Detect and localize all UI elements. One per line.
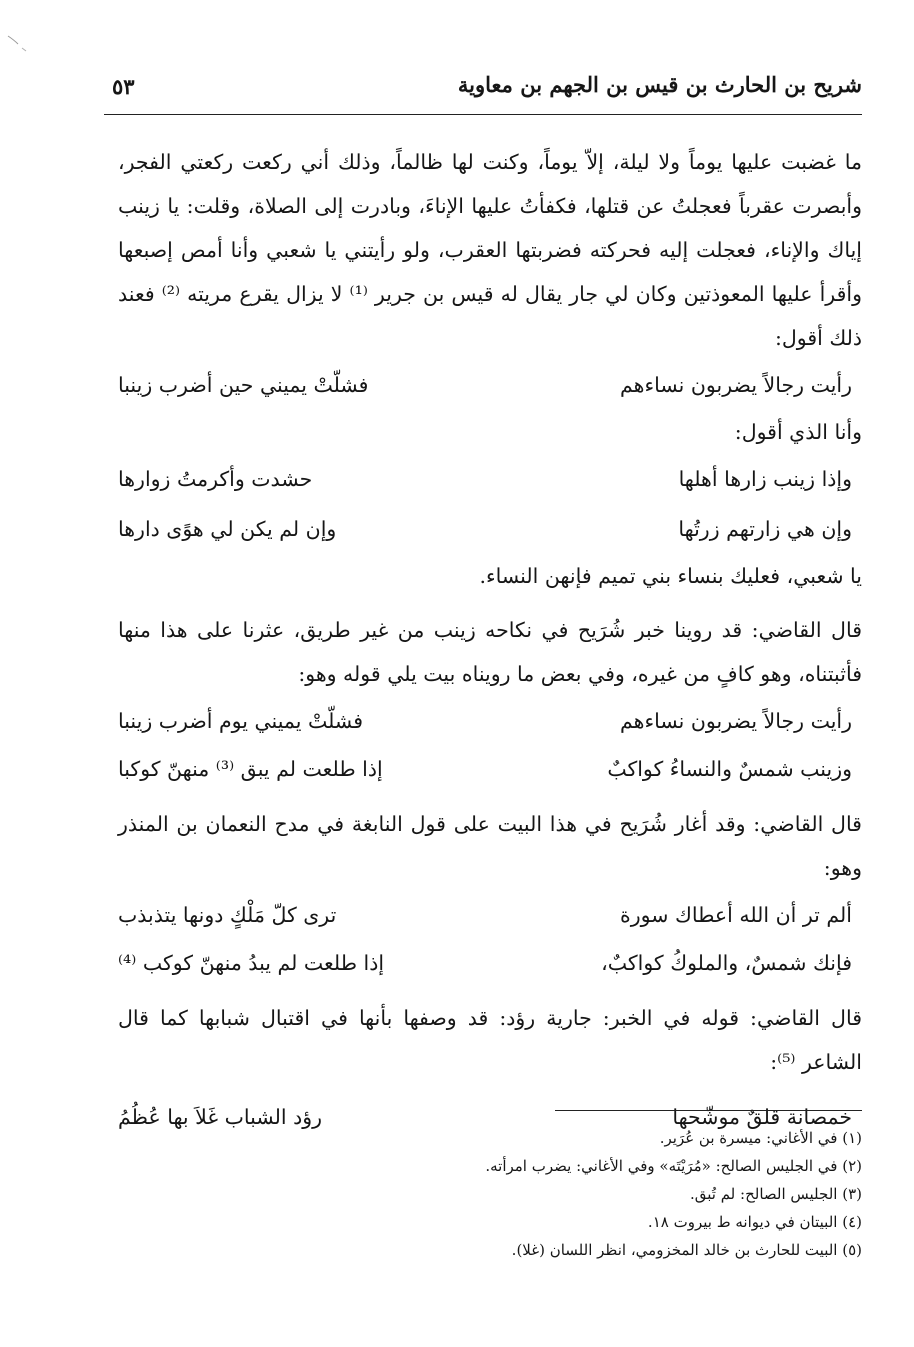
verse-line <box>118 454 862 504</box>
verse-line <box>118 940 862 986</box>
verse-first-hemistich: رأيت رجالاً يضربون نساءهم <box>620 709 852 733</box>
verse-first-hemistich: ألم تر أن الله أعطاك سورة <box>620 903 852 927</box>
verse-second-hemistich: إذا طلعت لم يبق ⁽³⁾ منهنّ كوكبا <box>118 757 383 781</box>
footnote-rule <box>555 1110 862 1111</box>
footnotes <box>180 1124 862 1264</box>
page-number: ٥٣ <box>112 74 135 99</box>
verse-line <box>118 360 862 410</box>
verse-first-hemistich: وإن هي زارتهم زرتُها <box>678 517 852 541</box>
verse-first-hemistich: خمصانة قلقٌ موشّحها <box>672 1105 852 1129</box>
footnote: (١) في الأغاني: ميسرة بن عُرَير. <box>659 1129 862 1147</box>
scan-speck-icon <box>6 30 28 52</box>
verse-second-hemistich: فشلّتْ يميني حين أضرب زينبا <box>118 373 369 397</box>
running-title: شريح بن الحارث بن قيس بن الجهم بن معاوية <box>457 72 862 97</box>
verse-first-hemistich: وزينب شمسٌ والنساءُ كواكبٌ <box>607 757 852 781</box>
paragraph-6: قال القاضي: قوله في الخبر: جارية رؤد: قد وصفها بأنها في اقتبال شبابها كما قال الشاعر ⁽⁵⁾: <box>118 1006 862 1074</box>
verse-second-hemistich: إذا طلعت لم يبدُ منهنّ كوكب ⁽⁴⁾ <box>118 951 385 975</box>
verse-line <box>118 890 862 940</box>
verse-first-hemistich: وإذا زينب زارها أهلها <box>678 467 852 491</box>
footnote: (٣) الجليس الصالح: لم تُبق. <box>689 1185 862 1203</box>
footnote: (٥) البيت للحارث بن خالد المخزومي، انظر اللسان (غلا). <box>511 1241 862 1259</box>
verse-line <box>118 746 862 792</box>
verse-second-hemistich: وإن لم يكن لي هوًى دارها <box>118 517 337 541</box>
paragraph-4: قال القاضي: قد روينا خبر شُرَيح في نكاحه زينب من غير طريق، عثرنا على هذا منها فأثبتناه، وهو كافٍ من غيره، وفي بعض ما رويناه بيت يلي قوله وهو: <box>118 618 862 686</box>
verse-first-hemistich: فإنك شمسٌ، والملوكُ كواكبٌ، <box>601 951 852 975</box>
main-text <box>118 140 862 1142</box>
verse-line <box>118 504 862 554</box>
footnote: (٤) البيتان في ديوانه ط بيروت ١٨. <box>647 1213 862 1231</box>
footnote: (٢) في الجليس الصالح: «مُرَيْتَه» وفي الأغاني: يضرب امرأته. <box>485 1157 862 1175</box>
paragraph-1: ما غضبت عليها يوماً ولا ليلة، إلاّ يوماً، وكنت لها ظالماً، وذلك أني ركعت ركعتي الفجر، وأبصرت عقرباً فعجلتُ عن قتلها، فكفأتُ عليها الإناءَ، وبادرت إلى الصلاة، وقلت: يا زينب إياك والإناء، فعجلت إليه فحركته فضربتها العقرب، ولو رأيتني يا شعبي وأنا أمص إصبعها وأقرأ عليها المعوذتين وكان لي جار يقال له قيس بن جرير ⁽¹⁾ لا يزال يقرع مريته ⁽²⁾ فعند ذلك أقول: <box>118 150 863 350</box>
paragraph-2: وأنا الذي أقول: <box>734 420 862 444</box>
verse-second-hemistich: حشدت وأكرمتُ زوارها <box>118 467 313 491</box>
paragraph-3: يا شعبي، فعليك بنساء بني تميم فإنهن النساء. <box>479 564 862 588</box>
header-rule <box>104 114 862 115</box>
verse-line <box>118 696 862 746</box>
verse-second-hemistich: ترى كلّ مَلْكٍ دونها يتذبذب <box>118 903 337 927</box>
verse-first-hemistich: رأيت رجالاً يضربون نساءهم <box>620 373 852 397</box>
paragraph-5: قال القاضي: وقد أغار شُرَيح في هذا البيت على قول النابغة في مدح النعمان بن المنذر وهو: <box>118 812 862 880</box>
verse-second-hemistich: رؤد الشباب غَلاَ بها عُظُمُ <box>118 1105 322 1129</box>
verse-second-hemistich: فشلّتْ يميني يوم أضرب زينبا <box>118 709 364 733</box>
